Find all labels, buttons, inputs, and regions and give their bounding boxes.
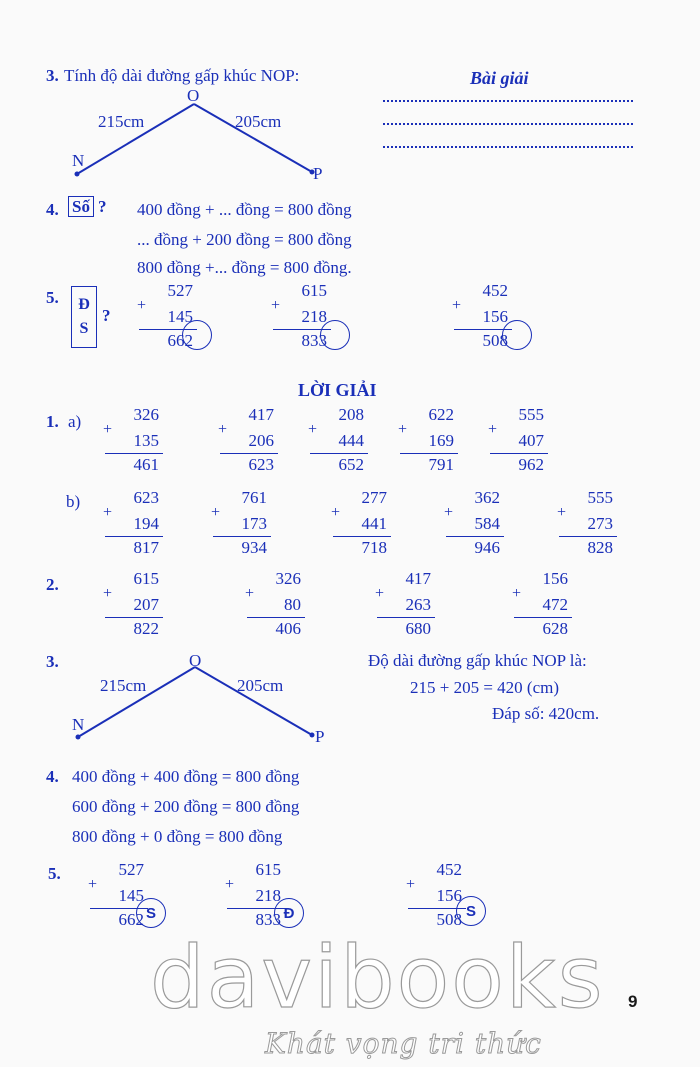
addend-1: 623	[133, 488, 159, 507]
sum: 934	[241, 538, 267, 557]
addition-problem	[375, 569, 435, 649]
sum-line	[310, 453, 368, 454]
sum-line	[213, 536, 271, 537]
addend-1: 555	[518, 405, 544, 424]
addition-problem	[245, 569, 305, 649]
answer-dotted-line	[383, 123, 633, 125]
point-o-label: O	[187, 86, 200, 105]
addend-1: 452	[436, 860, 462, 879]
addend-2: 218	[255, 886, 281, 905]
plus-sign: +	[331, 504, 341, 521]
sum-line	[446, 536, 504, 537]
addend-2: 273	[587, 514, 613, 533]
question-mark: ?	[102, 306, 111, 325]
polyline-nop-question	[60, 90, 340, 190]
sum: 817	[133, 538, 159, 557]
plus-sign: +	[308, 421, 318, 438]
sum: 461	[133, 455, 159, 474]
sum-line	[490, 453, 548, 454]
plus-sign: +	[488, 421, 498, 438]
addition-problem	[444, 488, 504, 568]
addition-problem	[137, 281, 197, 361]
addend-1: 208	[338, 405, 364, 424]
plus-sign: +	[245, 585, 255, 602]
segment-op-length: 205cm	[237, 676, 284, 695]
addend-1: 417	[248, 405, 274, 424]
addition-problem	[103, 405, 163, 485]
part-b-label: b)	[66, 492, 81, 511]
addition-problem	[452, 281, 512, 361]
plus-sign: +	[375, 585, 385, 602]
addend-2: 206	[248, 431, 274, 450]
sum: 946	[474, 538, 500, 557]
sum: 822	[133, 619, 159, 638]
part-a-label: a)	[68, 412, 82, 431]
addition-problem	[88, 860, 148, 940]
addition-problem	[103, 569, 163, 649]
plus-sign: +	[406, 876, 416, 893]
sum-line	[247, 617, 305, 618]
plus-sign: +	[557, 504, 567, 521]
solution-4-line: 800 đồng + 0 đồng = 800 đồng	[72, 827, 283, 846]
plus-sign: +	[103, 421, 113, 438]
addend-1: 326	[133, 405, 159, 424]
plus-sign: +	[218, 421, 228, 438]
segment-no-length: 215cm	[98, 112, 145, 131]
q4-line: 800 đồng +... đồng = 800 đồng.	[137, 258, 352, 277]
addend-2: 407	[518, 431, 544, 450]
answer-mark-s: S	[456, 896, 486, 926]
addition-problem	[557, 488, 617, 568]
solution-5-number: 5.	[48, 864, 61, 883]
sum: 508	[482, 331, 508, 350]
addend-2: 472	[542, 595, 568, 614]
addend-1: 615	[133, 569, 159, 588]
addend-1: 326	[275, 569, 301, 588]
plus-sign: +	[452, 297, 462, 314]
so-box: Số	[68, 196, 94, 217]
davibooks-watermark: davibooks	[150, 928, 605, 1028]
addend-1: 527	[118, 860, 144, 879]
addend-1: 277	[361, 488, 387, 507]
so-box-wrapper	[68, 197, 106, 217]
solution-2-number: 2.	[46, 575, 59, 594]
addend-2: 156	[436, 886, 462, 905]
solutions-heading: LỜI GIẢI	[298, 380, 377, 400]
plus-sign: +	[512, 585, 522, 602]
plus-sign: +	[137, 297, 147, 314]
addition-problem	[211, 488, 271, 568]
sum: 508	[436, 910, 462, 929]
plus-sign: +	[88, 876, 98, 893]
addition-problem	[218, 405, 278, 485]
sum-line	[377, 617, 435, 618]
point-p-label: P	[315, 727, 325, 746]
question-4-number: 4.	[46, 200, 59, 219]
addend-1: 622	[428, 405, 454, 424]
addend-1: 156	[542, 569, 568, 588]
addend-2: 218	[301, 307, 327, 326]
plus-sign: +	[225, 876, 235, 893]
sum-line	[559, 536, 617, 537]
sum: 628	[542, 619, 568, 638]
addend-2: 80	[284, 595, 301, 614]
addend-2: 173	[241, 514, 267, 533]
d-label: Đ	[78, 296, 90, 313]
addition-problem	[398, 405, 458, 485]
segment-no-length: 215cm	[100, 676, 147, 695]
sum-line	[220, 453, 278, 454]
addend-2: 135	[133, 431, 159, 450]
point-n-label: N	[72, 151, 85, 170]
point-o-label: O	[189, 651, 202, 670]
addend-1: 417	[405, 569, 431, 588]
bai-giai-heading: Bài giải	[470, 68, 529, 88]
sum: 828	[587, 538, 613, 557]
sum: 623	[248, 455, 274, 474]
addition-problem	[308, 405, 368, 485]
sum: 406	[275, 619, 301, 638]
addend-1: 615	[255, 860, 281, 879]
addend-1: 761	[241, 488, 267, 507]
addition-problem	[271, 281, 331, 361]
plus-sign: +	[103, 504, 113, 521]
sum: 791	[428, 455, 454, 474]
solution-3-number: 3.	[46, 652, 59, 671]
addend-2: 145	[118, 886, 144, 905]
plus-sign: +	[211, 504, 221, 521]
answer-dotted-line	[383, 100, 633, 102]
sum: 680	[405, 619, 431, 638]
addend-1: 555	[587, 488, 613, 507]
addend-2: 194	[133, 514, 159, 533]
addend-2: 444	[338, 431, 364, 450]
q4-line: ... đồng + 200 đồng = 800 đồng	[137, 230, 352, 249]
sum: 662	[167, 331, 193, 350]
s-label: S	[79, 320, 89, 337]
addend-2: 207	[133, 595, 159, 614]
sum-line	[333, 536, 391, 537]
answer-dotted-line	[383, 146, 633, 148]
answer-circle[interactable]	[320, 320, 350, 350]
answer-circle[interactable]	[502, 320, 532, 350]
segment-op-length: 205cm	[235, 112, 282, 131]
sum: 652	[338, 455, 364, 474]
solution-4-line: 400 đồng + 400 đồng = 800 đồng	[72, 767, 300, 786]
solution-4-number: 4.	[46, 767, 59, 786]
addend-2: 145	[167, 307, 193, 326]
addition-problem	[488, 405, 548, 485]
sum-line	[514, 617, 572, 618]
sum: 833	[255, 910, 281, 929]
sum-line	[105, 453, 163, 454]
addition-problem	[331, 488, 391, 568]
solution-3-line: 215 + 205 = 420 (cm)	[410, 678, 560, 697]
addend-2: 263	[405, 595, 431, 614]
q4-line: 400 đồng + ... đồng = 800 đồng	[137, 200, 352, 219]
true-false-box	[71, 286, 97, 348]
point-n-label: N	[72, 715, 85, 734]
sum: 833	[301, 331, 327, 350]
watermark-slogan: Khát vọng tri thức	[265, 1027, 542, 1060]
addend-2: 441	[361, 514, 387, 533]
answer-mark-s: S	[136, 898, 166, 928]
addend-2: 584	[474, 514, 500, 533]
addition-problem	[103, 488, 163, 568]
question-3-number: 3.	[46, 66, 59, 85]
question-mark: ?	[97, 197, 107, 216]
addend-2: 169	[428, 431, 454, 450]
sum: 662	[118, 910, 144, 929]
answer-circle[interactable]	[182, 320, 212, 350]
sum-line	[105, 536, 163, 537]
page-number: 9	[628, 992, 638, 1011]
solution-3-line: Đáp số: 420cm.	[492, 704, 600, 723]
solution-1-number: 1.	[46, 412, 59, 431]
question-3-text: Tính độ dài đường gấp khúc NOP:	[64, 66, 300, 85]
plus-sign: +	[271, 297, 281, 314]
point-p-label: P	[313, 164, 323, 183]
sum: 962	[518, 455, 544, 474]
addend-2: 156	[482, 307, 508, 326]
addend-1: 615	[301, 281, 327, 300]
addend-1: 362	[474, 488, 500, 507]
addend-1: 452	[482, 281, 508, 300]
sum-line	[105, 617, 163, 618]
answer-mark-d: Đ	[274, 898, 304, 928]
solution-3-line: Độ dài đường gấp khúc NOP là:	[368, 651, 587, 670]
solution-4-line: 600 đồng + 200 đồng = 800 đồng	[72, 797, 300, 816]
sum-line	[400, 453, 458, 454]
addition-problem	[512, 569, 572, 649]
addend-1: 527	[167, 281, 193, 300]
plus-sign: +	[398, 421, 408, 438]
question-5-number: 5.	[46, 288, 59, 307]
plus-sign: +	[103, 585, 113, 602]
sum: 718	[361, 538, 387, 557]
plus-sign: +	[444, 504, 454, 521]
